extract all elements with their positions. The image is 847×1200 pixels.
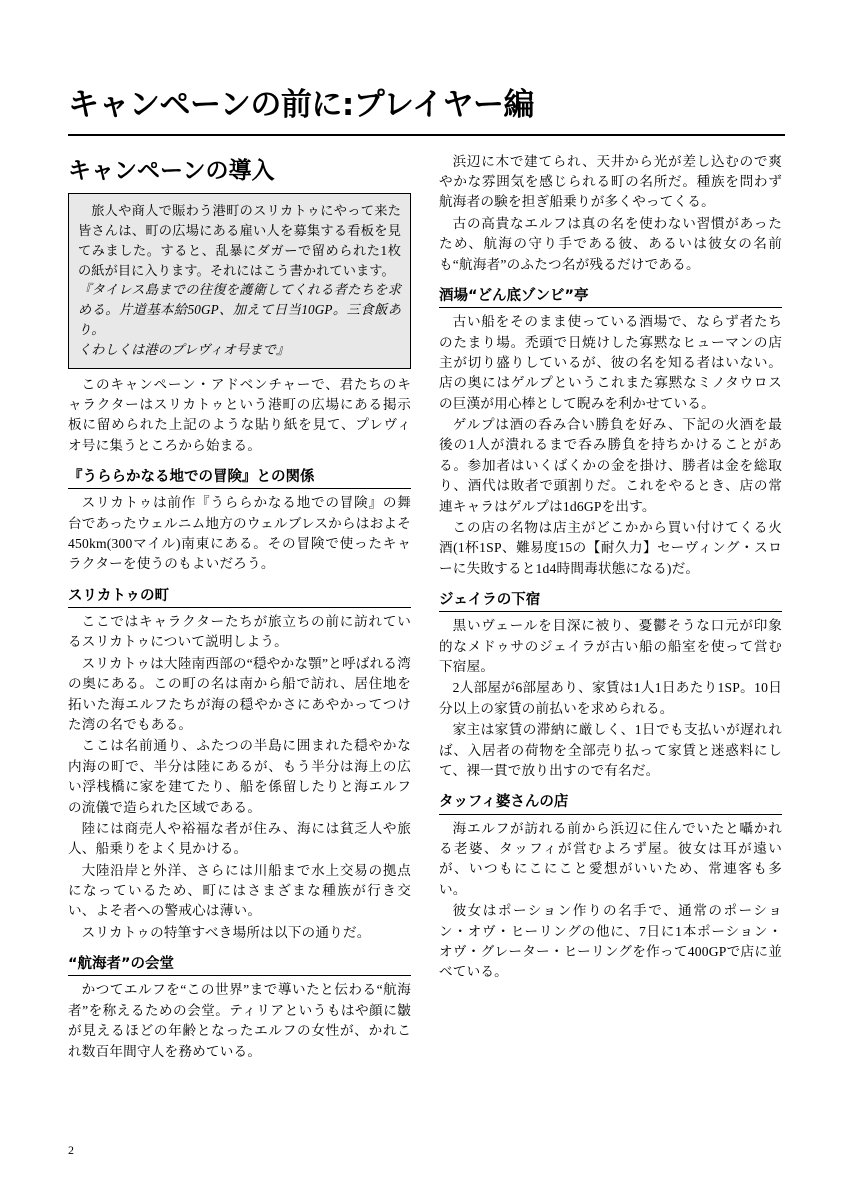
subheading-town: スリカトゥの町 xyxy=(68,587,411,608)
town-paragraph-5: 大陸沿岸と外洋、さらには川船まで水上交易の拠点になっているため、町にはさまざまな種族が行き交い、よそ者への警戒心は薄い。 xyxy=(68,862,411,919)
intro-box-quote-line2: くわしくは港のプレヴィオ号まで』 xyxy=(78,341,290,357)
intro-paragraph: このキャンペーン・アドベンチャーで、君たちのキャラクターはスリカトゥという港町の広場にある掲示板に留められた上記のような貼り紙を見て、プレヴィオ号に集うところから始まる。 xyxy=(68,376,411,453)
section-heading-campaign-intro: キャンペーンの導入 xyxy=(68,157,275,184)
shop-paragraph-1: 海エルフが訪れる前から浜辺に住んでいたと囁かれる老婆、タッフィが営むよろず屋。彼女は耳が遠いが、いつもにこにこと愛想がいいため、常連客も多い。 xyxy=(439,820,782,897)
right-column xyxy=(439,152,782,1062)
subheading-lodging: ジェイラの下宿 xyxy=(439,591,782,612)
left-column xyxy=(68,152,411,1062)
tavern-paragraph-2: ゲルプは酒の呑み合い勝負を好み、下記の火酒を最後の1人が潰れるまで呑み勝負を持ちかけることがある。参加者はいくばくかの金を掛け、勝者は金を総取り、酒代は敗者で頭割りだ。これをやるとき、店の常連キャラはゲルプは1d6GPを出す。 xyxy=(439,417,782,514)
relation-paragraph: スリカトゥは前作『うららかなる地での冒険』の舞台であったウェルニム地方のウェルブレスからはおよそ450km(300マイル)南東にある。その冒険で使ったキャラクターを使うのもよいだろう。 xyxy=(68,495,411,572)
hall-paragraph-3: 古の高貴なエルフは真の名を使わない習慣があったため、航海の守り手である彼、あるいは彼女の名前も“航海者”のふたつ名が残るだけである。 xyxy=(439,215,782,272)
town-paragraph-2: スリカトゥは大陸南西部の“穏やかな顎”と呼ばれる湾の奥にある。この町の名は南から船で訪れ、居住地を拓いた海エルフたちが海の穏やかさにあやかってつけた湾の名でもある。 xyxy=(68,655,411,732)
subheading-navigator-hall: “航海者”の会堂 xyxy=(68,955,411,976)
intro-callout-box xyxy=(68,193,411,368)
page-title: キャンペーンの前に:プレイヤー編 xyxy=(68,87,534,123)
page-number: 2 xyxy=(68,1143,74,1157)
subheading-shop: タッフィ婆さんの店 xyxy=(439,793,782,814)
tavern-paragraph-1: 古い船をそのまま使っている酒場で、ならず者たちのたまり場。禿頭で日焼けした寡黙なヒューマンの店主が切り盛りしているが、彼の名を知る者はいない。店の奥にはゲルプというこれまた寡黙なミノタウロスの巨漢が用心棒として睨みを利かせている。 xyxy=(439,314,782,411)
town-paragraph-4: 陸には商売人や裕福な者が住み、海には貧乏人や旅人、船乗りをよく見かける。 xyxy=(68,820,411,857)
town-paragraph-1: ここではキャラクターたちが旅立ちの前に訪れているスリカトゥについて説明しよう。 xyxy=(68,613,411,650)
lodging-paragraph-2: 2人部屋が6部屋あり、家賃は1人1日あたり1SP。10日分以上の家賃の前払いを求められる。 xyxy=(439,680,782,716)
subheading-tavern: 酒場“どん底ゾンビ”亭 xyxy=(439,287,782,308)
two-column-layout xyxy=(68,152,785,1062)
intro-box-quote-line1: 『タイレス島までの往復を護衛してくれる者たちを求める。片道基本給50GP、加えて日当10GP。三食飯あり。 xyxy=(78,282,401,338)
lodging-paragraph-1: 黒いヴェールを目深に被り、憂鬱そうな口元が印象的なメドゥサのジェイラが古い船の船室を使って営む下宿屋。 xyxy=(439,618,782,675)
hall-paragraph-2: 浜辺に木で建てられ、天井から光が差し込むので爽やかな雰囲気を感じられる町の名所だ。種族を問わず航海者の験を担ぎ船乗りが多くやってくる。 xyxy=(439,153,782,210)
lodging-paragraph-3: 家主は家賃の滞納に厳しく、1日でも支払いが遅れれば、入居者の荷物を全部売り払って家賃と迷惑料にして、裸一貫で放り出すので有名だ。 xyxy=(439,722,782,779)
intro-box-paragraph: 旅人や商人で賑わう港町のスリカトゥにやって来た皆さんは、町の広場にある雇い人を募集する看板を見てみました。すると、乱暴にダガーで留められた1枚の紙が目に入ります。それにはこう書かれています。 xyxy=(78,203,401,278)
tavern-paragraph-3: この店の名物は店主がどこかから買い付けてくる火酒(1杯1SP、難易度15の【耐久力】セーヴィング・スローに失敗すると1d4時間毒状態になる)だ。 xyxy=(439,520,782,576)
shop-paragraph-2: 彼女はポーション作りの名手で、通常のポーション・オヴ・ヒーリングの他に、7日に1本ポーション・オヴ・グレーター・ヒーリングを作って400GPで店に並べている。 xyxy=(439,903,782,980)
town-paragraph-6: スリカトゥの特筆すべき場所は以下の通りだ。 xyxy=(81,924,371,940)
subheading-relation: 『うららかなる地での冒険』との関係 xyxy=(68,468,411,489)
town-paragraph-3: ここは名前通り、ふたつの半島に囲まれた穏やかな内海の町で、半分は陸にあるが、もう半分は海上の広い浮桟橋に家を建てたり、船を係留したりと海エルフの流儀で造られた区域である。 xyxy=(68,738,411,815)
title-divider xyxy=(68,134,785,136)
hall-paragraph-1: かつてエルフを“この世界”まで導いたと伝わる“航海者”を称えるための会堂。ティリアというもはや顔に皺が見えるほどの年齢となったエルフの女性が、かれこれ数百年間守人を務めている。 xyxy=(68,982,411,1059)
